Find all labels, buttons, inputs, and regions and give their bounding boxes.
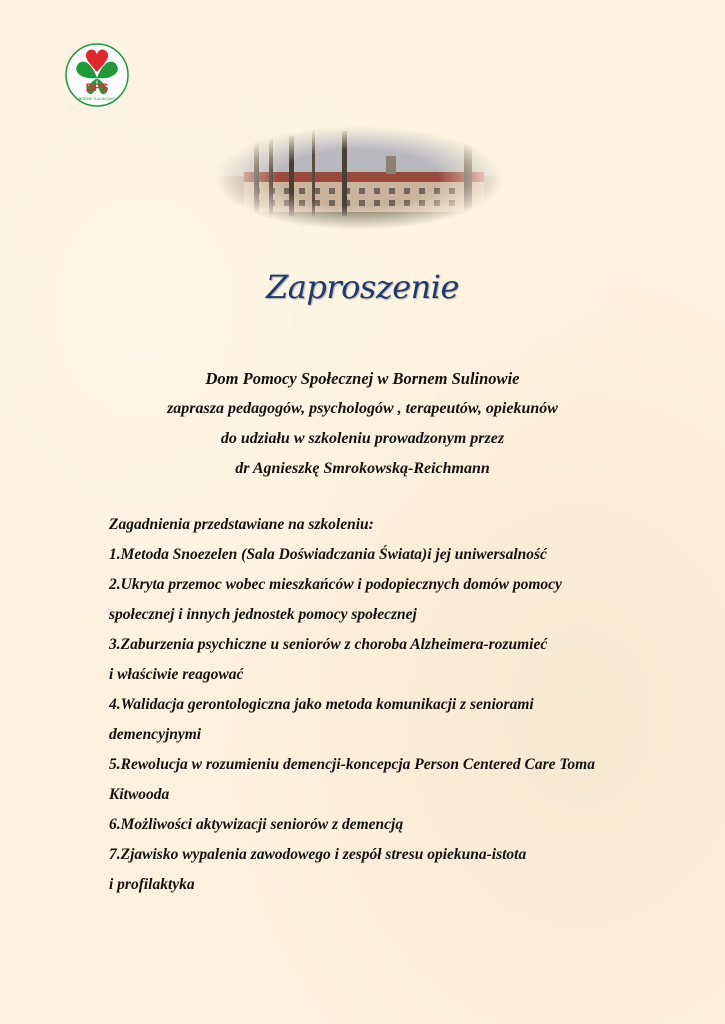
topic-line: demencyjnymi xyxy=(109,726,202,743)
topic-line: 1.Metoda Snoezelen (Sala Doświadczania Świata)i jej uniwersalność xyxy=(109,546,547,563)
topic-line: 6.Możliwości aktywizacji seniorów z demencją xyxy=(109,816,404,833)
topic-line: 3.Zaburzenia psychiczne u seniorów z choroba Alzheimera-rozumieć xyxy=(109,636,548,653)
topic-line: 5.Rewolucja w rozumieniu demencji-koncepcja Person Centered Care Toma xyxy=(109,756,595,773)
topic-line: społecznej i innych jednostek pomocy społecznej xyxy=(109,606,417,623)
heart-clover-icon xyxy=(64,42,130,108)
intro-line: Dom Pomocy Społecznej w Bornem Sulinowie xyxy=(205,369,520,388)
logo-subtext: BORNE SULINOWO xyxy=(78,96,116,101)
intro-block xyxy=(0,364,725,484)
intro-line: do udziału w szkoleniu prowadzonym przez xyxy=(220,430,505,447)
intro-line: dr Agnieszkę Smrokowską-Reichmann xyxy=(235,460,490,477)
dps-logo xyxy=(64,42,130,108)
topic-line: 4.Walidacja gerontologiczna jako metoda komunikacji z seniorami xyxy=(109,696,534,713)
building-photo xyxy=(214,126,504,230)
topic-line: 2.Ukryta przemoc wobec mieszkańców i podopiecznych domów pomocy xyxy=(109,576,562,593)
page-title: Zaproszenie xyxy=(266,268,459,306)
topics-block xyxy=(109,510,669,900)
intro-line: zaprasza pedagogów, psychologów , terapeutów, opiekunów xyxy=(167,400,558,417)
topics-heading: Zagadnienia przedstawiane na szkoleniu: xyxy=(109,516,374,533)
topic-line: i właściwie reagować xyxy=(109,666,244,683)
logo-text: DPS xyxy=(85,82,109,94)
topic-line: 7.Zjawisko wypalenia zawodowego i zespół stresu opiekuna-istota xyxy=(109,846,527,863)
topic-line: Kitwooda xyxy=(109,786,170,803)
topic-line: i profilaktyka xyxy=(109,876,195,893)
